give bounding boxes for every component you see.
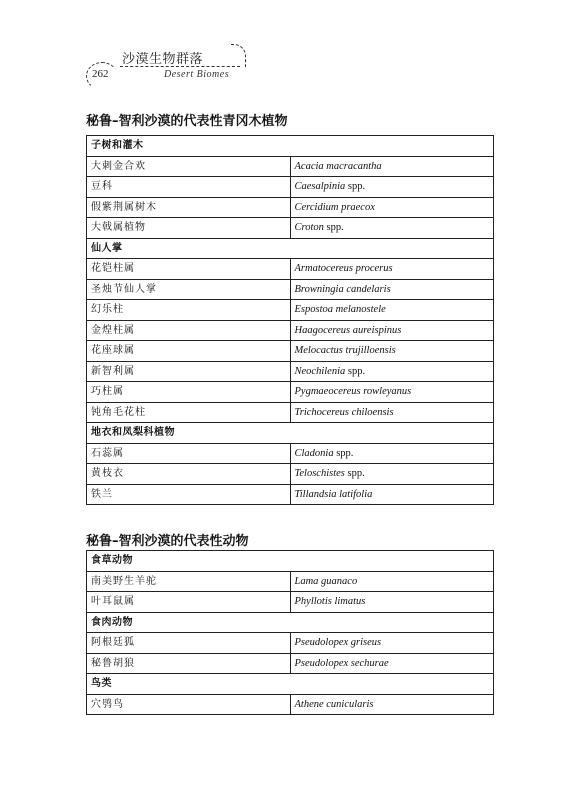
species-suffix: spp.	[345, 181, 366, 193]
scientific-name-cell	[290, 279, 494, 300]
common-name: 新智利属	[87, 361, 291, 382]
scientific-name-cell	[290, 177, 494, 198]
header-divider	[120, 66, 240, 67]
category-label: 食肉动物	[87, 612, 494, 633]
category-row	[87, 423, 494, 444]
common-name: 假紫荆属树木	[87, 197, 291, 218]
table-row	[87, 279, 494, 300]
table-row	[87, 694, 494, 715]
category-row	[87, 612, 494, 633]
scientific-name-cell	[290, 300, 494, 321]
scientific-name-cell	[290, 361, 494, 382]
book-title-cn: 沙漠生物群落	[122, 52, 204, 67]
header-ornament-curve	[231, 44, 246, 67]
table-row	[87, 653, 494, 674]
common-name: 铁兰	[87, 484, 291, 505]
scientific-name-cell	[290, 484, 494, 505]
page-number: 262	[92, 68, 109, 80]
scientific-name: Lama guanaco	[294, 575, 358, 587]
common-name: 秘鲁胡狼	[87, 653, 291, 674]
scientific-name-cell	[290, 571, 494, 592]
category-row	[87, 238, 494, 259]
category-label: 食草动物	[87, 551, 494, 572]
species-suffix: spp.	[345, 365, 366, 377]
species-suffix: spp.	[344, 468, 365, 480]
plants-section-title: 秘鲁–智利沙漠的代表性青冈木植物	[86, 114, 288, 129]
table-row	[87, 218, 494, 239]
scientific-name: Trichocereus chiloensis	[294, 406, 394, 418]
scientific-name: Espostoa melanostele	[294, 304, 386, 316]
scientific-name: Croton	[294, 222, 324, 234]
table-row	[87, 592, 494, 613]
scientific-name: Caesalpinia	[294, 181, 346, 193]
scientific-name-cell	[290, 259, 494, 280]
table-row	[87, 484, 494, 505]
table-row	[87, 197, 494, 218]
animals-table	[86, 550, 494, 715]
table-row	[87, 259, 494, 280]
scientific-name: Pseudolopex sechurae	[294, 657, 389, 669]
scientific-name-cell	[290, 320, 494, 341]
scientific-name: Acacia macracantha	[294, 160, 382, 172]
category-row	[87, 551, 494, 572]
species-suffix: spp.	[333, 447, 354, 459]
scientific-name: Athene cunicularis	[294, 698, 374, 710]
plants-table	[86, 135, 494, 505]
table-row	[87, 443, 494, 464]
table-row	[87, 320, 494, 341]
common-name: 花铠柱属	[87, 259, 291, 280]
common-name: 金煌柱属	[87, 320, 291, 341]
common-name: 叶耳鼠属	[87, 592, 291, 613]
table-row	[87, 571, 494, 592]
common-name: 钝角毛花柱	[87, 402, 291, 423]
common-name: 穴鸮鸟	[87, 694, 291, 715]
scientific-name: Armatocereus procerus	[294, 263, 393, 275]
scientific-name-cell	[290, 653, 494, 674]
scientific-name-cell	[290, 592, 494, 613]
common-name: 南美野生羊驼	[87, 571, 291, 592]
common-name: 阿根廷狐	[87, 633, 291, 654]
scientific-name: Neochilenia	[294, 365, 346, 377]
scientific-name-cell	[290, 156, 494, 177]
common-name: 花座球属	[87, 341, 291, 362]
common-name: 圣烛节仙人掌	[87, 279, 291, 300]
scientific-name: Melocactus trujilloensis	[294, 345, 396, 357]
category-label: 地衣和凤梨科植物	[87, 423, 494, 444]
table-row	[87, 156, 494, 177]
scientific-name: Browningia candelaris	[294, 283, 391, 295]
scientific-name: Phyllotis limatus	[294, 596, 366, 608]
scientific-name-cell	[290, 218, 494, 239]
scientific-name: Pygmaeocereus rowleyanus	[294, 386, 412, 398]
table-row	[87, 633, 494, 654]
book-title-en: Desert Biomes	[164, 69, 230, 80]
scientific-name-cell	[290, 464, 494, 485]
category-row	[87, 674, 494, 695]
scientific-name-cell	[290, 633, 494, 654]
scientific-name: Cercidium praecox	[294, 201, 375, 213]
scientific-name: Tillandsia latifolia	[294, 488, 373, 500]
species-suffix: spp.	[323, 222, 344, 234]
table-row	[87, 300, 494, 321]
common-name: 巧柱属	[87, 382, 291, 403]
category-row	[87, 136, 494, 157]
scientific-name-cell	[290, 694, 494, 715]
category-label: 仙人掌	[87, 238, 494, 259]
animals-section-title: 秘鲁–智利沙漠的代表性动物	[86, 534, 249, 549]
table-row	[87, 361, 494, 382]
common-name: 豆科	[87, 177, 291, 198]
scientific-name: Pseudolopex griseus	[294, 637, 382, 649]
scientific-name-cell	[290, 382, 494, 403]
category-label: 鸟类	[87, 674, 494, 695]
scientific-name-cell	[290, 443, 494, 464]
scientific-name: Cladonia	[294, 447, 334, 459]
common-name: 大戟属植物	[87, 218, 291, 239]
common-name: 大刺金合欢	[87, 156, 291, 177]
common-name: 石蕊属	[87, 443, 291, 464]
scientific-name-cell	[290, 402, 494, 423]
common-name: 黄枝衣	[87, 464, 291, 485]
running-header	[86, 48, 246, 88]
table-row	[87, 464, 494, 485]
scientific-name: Haagocereus aureispinus	[294, 324, 402, 336]
scientific-name: Teloschistes	[294, 468, 345, 480]
scientific-name-cell	[290, 197, 494, 218]
common-name: 幻乐柱	[87, 300, 291, 321]
table-row	[87, 341, 494, 362]
table-row	[87, 177, 494, 198]
scientific-name-cell	[290, 341, 494, 362]
table-row	[87, 382, 494, 403]
table-row	[87, 402, 494, 423]
category-label: 子树和灌木	[87, 136, 494, 157]
